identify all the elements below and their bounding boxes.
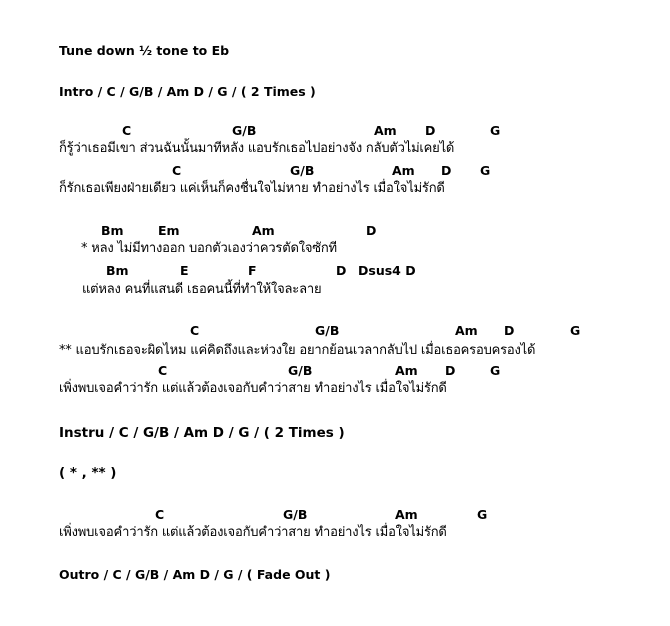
chord: G — [490, 123, 501, 138]
chord: C — [172, 163, 182, 178]
chord: Em — [158, 223, 180, 238]
lyric-line: ** แอบรักเธอจะผิดไหม แค่คิดถึงและห่วงใย อยากย้อนเวลากลับไป เมื่อเธอครอบครองได้ — [59, 343, 536, 358]
chord: G — [570, 323, 581, 338]
chord: Bm — [101, 223, 124, 238]
tuning-note: Tune down ½ tone to Eb — [59, 43, 230, 58]
chord: F — [248, 263, 257, 278]
instru-line: Instru / C / G/B / Am D / G / ( 2 Times ) — [59, 425, 345, 441]
chord: Bm — [106, 263, 129, 278]
chord: C — [190, 323, 200, 338]
chord: Am — [392, 163, 415, 178]
chord: G/B — [290, 163, 315, 178]
chord: C — [158, 363, 168, 378]
chord: Am — [395, 363, 418, 378]
lyric-line: แต่หลง คนที่แสนดี เธอคนนี้ที่ทำให้ใจละลาย — [82, 282, 322, 297]
chord: D — [441, 163, 452, 178]
chord: Dsus4 D — [358, 263, 416, 278]
chord: G — [477, 507, 488, 522]
chord: Am — [374, 123, 397, 138]
chord: D — [445, 363, 456, 378]
chord: Am — [252, 223, 275, 238]
chord: D — [366, 223, 377, 238]
lyric-line: ก็รู้ว่าเธอมีเขา ส่วนฉันนั้นมาทีหลัง แอบรักเธอไปอย่างจัง กลับตัวไม่เคยได้ — [59, 141, 455, 156]
lyric-line: * หลง ไม่มีทางออก บอกตัวเองว่าควรตัดใจซักที — [81, 241, 337, 256]
chord: C — [155, 507, 165, 522]
chord: G/B — [283, 507, 308, 522]
lyric-line: เพิ่งพบเจอคำว่ารัก แต่แล้วต้องเจอกับคำว่าสาย ทำอย่างไร เมื่อใจไม่รักดี — [59, 525, 447, 540]
chord: D — [336, 263, 347, 278]
chord: D — [504, 323, 515, 338]
chord: G/B — [315, 323, 340, 338]
chord: Am — [455, 323, 478, 338]
lyric-line: เพิ่งพบเจอคำว่ารัก แต่แล้วต้องเจอกับคำว่าสาย ทำอย่างไร เมื่อใจไม่รักดี — [59, 381, 447, 396]
lyric-line: ก็รักเธอเพียงฝ่ายเดียว แค่เห็นก็คงชื่นใจไม่หาย ทำอย่างไร เมื่อใจไม่รักดี — [59, 181, 445, 196]
chord: G/B — [232, 123, 257, 138]
intro-line: Intro / C / G/B / Am D / G / ( 2 Times ) — [59, 84, 316, 99]
repeat-line: ( * , ** ) — [59, 465, 117, 481]
chord: G — [480, 163, 491, 178]
chord: D — [425, 123, 436, 138]
chord: G — [490, 363, 501, 378]
chord: Am — [395, 507, 418, 522]
chord: G/B — [288, 363, 313, 378]
outro-line: Outro / C / G/B / Am D / G / ( Fade Out ) — [59, 567, 331, 582]
chord: E — [180, 263, 189, 278]
chord: C — [122, 123, 132, 138]
